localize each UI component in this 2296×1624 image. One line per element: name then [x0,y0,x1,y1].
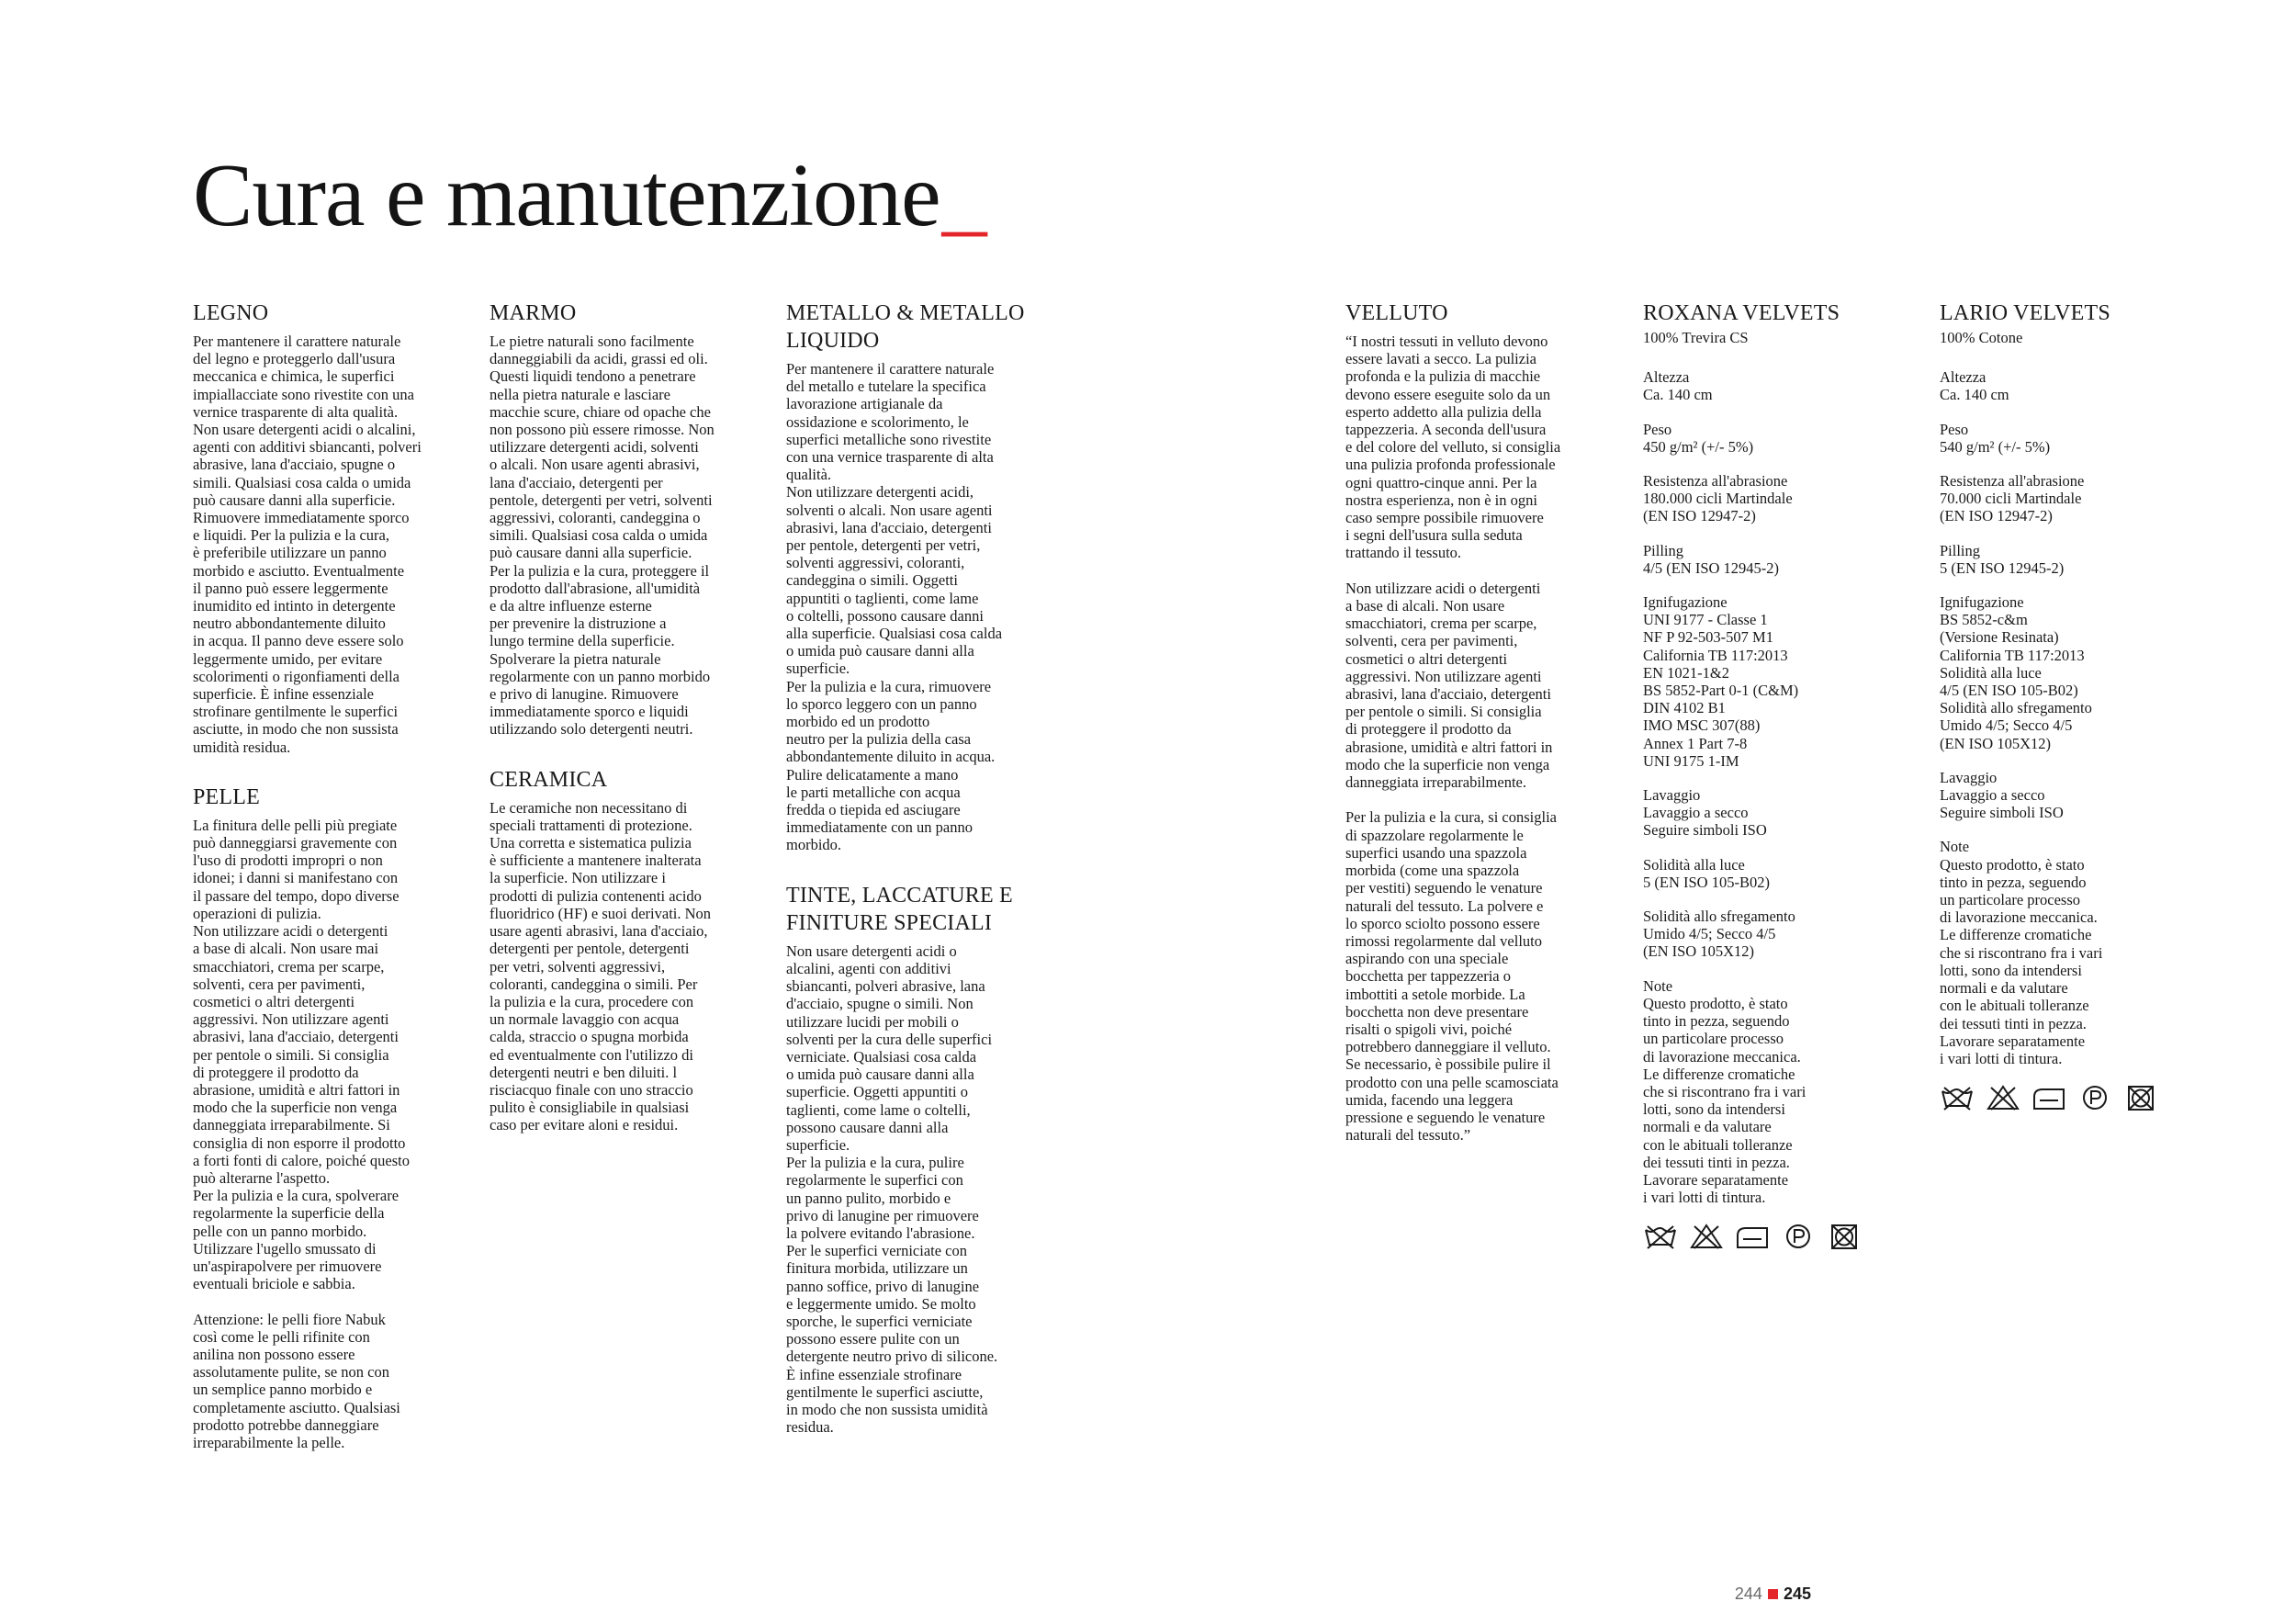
section-text: Le pietre naturali sono facilmente danneggiabili da acidi, grassi ed oli. Questi liquidi tendono a penetrare nella pietra naturale e lasciare macchie scure, chiare od opache che non possono più essere rimosse. Non utilizzare detergenti acidi, solventi o alcali. Non usare agenti abrasivi, lana d'acciaio, detergenti per pentole, detergenti per vetri, solventi aggressivi, coloranti, candeggina o simili. Qualsiasi cosa calda o umida può causare danni alla superficie. Per la pulizia e la cura, proteggere il prodotto dall'abrasione, all'umidità e da altre influenze esterne per prevenire la distruzione a lungo termine della superficie. Spolverare la pietra naturale regolarmente con un panno morbido e privo di lanugine. Rimuovere immediatamente sporco e liquidi utilizzando solo detergenti neutri. [490,333,715,739]
spec-item [1940,838,2206,1067]
section-text: Per mantenere il carattere naturale del legno e proteggerlo dall'usura meccanica e chimica, le superfici impiallacciate sono rivestite con una vernice trasparente di alta qualità. Non usare detergenti acidi o alcalini, agenti con additivi sbiancanti, polveri abrasive, lana d'acciaio, spugne o simili. Qualsiasi cosa calda o umida può causare danni alla superficie. Rimuovere immediatamente sporco e liquidi. Per la pulizia e la cura, è preferibile utilizzare un panno morbido e asciutto. Eventualmente il panno può essere leggermente inumidito ed intinto in detergente neutro abbondantemente diluito in acqua. Il panno deve essere solo leggermente umido, per evitare scolorimenti o rigonfiamenti della superficie. È infine essenziale strofinare gentilmente le superfici asciutte, in modo che non sussista umidità residua. [193,333,422,756]
section-legno [193,299,459,756]
spec-item-label: Peso [1940,420,1969,438]
spec-item-value: Lavaggio a secco Seguire simboli ISO [1940,786,2064,822]
spec-item-label: Pilling [1940,541,1981,559]
spec-item-label: Ignifugazione [1643,593,1728,612]
spec-item-value: Lavaggio a secco Seguire simboli ISO [1643,804,1767,840]
spec-item-value: Ca. 140 cm [1643,386,1713,404]
spec-item-value: 180.000 cicli Martindale (EN ISO 12947-2) [1643,490,1793,525]
section-text: Le ceramiche non necessitano di speciali trattamenti di protezione. Una corretta e sistematica pulizia è sufficiente a mantenere inalterata la superficie. Non utilizzare i prodotti di pulizia contenenti acido fluoridrico (HF) e suoi derivati. Non usare agenti abrasivi, lana d'acciaio, detergenti per pentole, detergenti per vetri, solventi aggressivi, coloranti, candeggina o simili. Per la pulizia e la cura, procedere con un normale lavaggio con acqua calda, straccio o spugna morbida ed eventualmente con l'utilizzo di detergenti neutri e ben diluiti. l risciacquo finale con uno straccio pulito è consigliabile in qualsiasi caso per evitare aloni e residui. [490,798,712,1134]
section-pelle [193,784,459,1451]
do-not-bleach-icon [1689,1223,1724,1250]
spec-item-value: 540 g/m² (+/- 5%) [1940,437,2051,456]
spec-item-value: Questo prodotto, è stato tinto in pezza, seguendo un particolare processo di lavorazione meccanica. Le differenze cromatiche che si riscontrano fra i vari lotti, sono da intendersi normali e da valutare con le abituali tolleranze dei tessuti tinti in pezza. Lavorare separatamente i vari lotti di tintura. [1940,855,2103,1067]
spec-header [1940,299,2206,327]
care-symbols [1643,1223,1909,1250]
spec-item [1643,421,1909,456]
spec-item [1643,786,1909,840]
do-not-wash-icon [1643,1223,1678,1250]
spec-item-value: 4/5 (EN ISO 12945-2) [1643,558,1780,577]
spec-item-label: Ignifugazione [1940,593,2024,612]
section-tinte [786,882,1052,1437]
section-text: Non usare detergenti acidi o alcalini, agenti con additivi sbiancanti, polveri abrasive, lana d'acciaio, spugne o simili. Non utilizzare lucidi per mobili o solventi per la cura delle superfici verniciate. Qualsiasi cosa calda o umida può causare danni alla superficie. Oggetti appuntiti o taglienti, come lame o coltelli, possono causare danni alla superficie. Per la pulizia e la cura, pulire regolarmente le superfici con un panno pulito, morbido e privo di lanugine per rimuovere la polvere evitando l'abrasione. Per le superfici verniciate con finitura morbida, utilizzare un panno soffice, privo di lanugine e leggermente umido. Se molto sporche, le superfici verniciate possono essere pulite con un detergente neutro privo di silicone. È infine essenziale strofinare gentilmente le superfici asciutte, in modo che non sussista umidità residua. [786,942,998,1437]
section-heading: MARMO [490,301,577,325]
spec-items [1643,368,1909,1206]
spec-lario-velvets [1940,299,2206,1111]
spec-item [1643,593,1909,770]
spec-item-label: Solidità alla luce [1643,855,1745,874]
do-not-wash-icon [1940,1084,1975,1111]
spec-item [1940,368,2206,403]
dry-clean-p-icon [2077,1084,2112,1111]
page-separator-square [1768,1589,1778,1599]
spec-item-label: Pilling [1643,541,1684,559]
page-title-text: Cura e manutenzione [193,146,940,245]
spec-item-label: Resistenza all'abrasione [1643,472,1788,491]
section-ceramica [490,766,756,1134]
section-text: La finitura delle pelli più pregiate può danneggiarsi gravemente con l'uso di prodotti impropri o non idonei; i danni si manifestano con il passare del tempo, dopo diverse operazioni di pulizia. Non utilizzare acidi o detergenti a base di alcali. Non usare mai smacchiatori, crema per scarpe, solventi, cera per pavimenti, cosmetici o altri detergenti aggressivi. Non utilizzare agenti abrasivi, lana d'acciaio, detergenti per pentole o simili. Si consiglia di proteggere il prodotto da abrasione, umidità e altri fattori in modo che la superficie non venga danneggiata irreparabilmente. Si consiglia di non esporre il prodotto a forti fonti di calore, poiché questo può alterarne l'aspetto. Per la pulizia e la cura, spolverare regolarmente la superficie della pelle con un panno morbido. Utilizzare l'ugello smussato di un'aspirapolvere per rimuovere eventuali briciole e sabbia. Attenzione: le pelli fiore Nabuk così come le pelli rifinite con anilina non possono essere assolutamente pulite, se non con un semplice panno morbido e completamente asciutto. Qualsiasi prodotto potrebbe danneggiare irreparabilmente la pelle. [193,816,410,1451]
spec-item [1940,593,2206,752]
spec-item-value: BS 5852-c&m (Versione Resinata) California TB 117:2013 Solidità alla luce 4/5 (EN ISO 105-B02) Solidità allo sfregamento Umido 4/5; Secco 4/5 (EN ISO 105X12) [1940,611,2092,752]
section-heading: LEGNO [193,301,269,325]
page-number-left: 244 [1734,1585,1762,1603]
spec-item [1643,472,1909,525]
section-heading: VELLUTO [1345,301,1448,325]
spec-item-label: Peso [1643,420,1672,438]
spec-item-value: 70.000 cicli Martindale (EN ISO 12947-2) [1940,490,2082,525]
spec-item-value: Ca. 140 cm [1940,386,2009,404]
spec-item-value: Umido 4/5; Secco 4/5 (EN ISO 105X12) [1643,925,1776,961]
do-not-tumble-dry-icon [2123,1084,2158,1111]
spec-heading: LARIO VELVETS [1940,301,2110,325]
spec-item-label: Altezza [1643,368,1690,387]
spec-item-label: Lavaggio [1940,768,1998,786]
spec-heading: ROXANA VELVETS [1643,301,1840,325]
spec-roxana-velvets [1643,299,1909,1250]
page-number-right: 245 [1783,1585,1811,1603]
dry-flat-icon [1735,1223,1770,1250]
section-text: Per mantenere il carattere naturale del metallo e tutelare la specifica lavorazione artigianale da ossidazione e scolorimento, le superfici metalliche sono rivestite con una vernice trasparente di alta qualità. Non utilizzare detergenti acidi, solventi o alcali. Non usare agenti abrasivi, lana d'acciaio, detergenti per pentole, detergenti per vetri, solventi aggressivi, coloranti, candeggina o simili. Oggetti appuntiti o taglienti, come lame o coltelli, possono causare danni alla superficie. Qualsiasi cosa calda o umida può causare danni alla superficie. Per la pulizia e la cura, rimuovere lo sporco leggero con un panno morbido ed un prodotto neutro per la pulizia della casa abbondantemente diluito in acqua. Pulire delicatamente a mano le parti metalliche con acqua fredda o tiepida ed asciugare immediatamente con un panno morbido. [786,360,1003,854]
spec-item-value: Questo prodotto, è stato tinto in pezza, seguendo un particolare processo di lavorazione meccanica. Le differenze cromatiche che si riscontrano fra i vari lotti, sono da intendersi normali e da valutare con le abituali tolleranze dei tessuti tinti in pezza. Lavorare separatamente i vari lotti di tintura. [1643,994,1806,1207]
section-heading: METALLO & METALLO LIQUIDO [786,301,1025,353]
page-numbers [1735,1585,1811,1604]
title-accent-underscore: _ [941,146,986,245]
spec-item-value: UNI 9177 - Classe 1 NF P 92-503-507 M1 California TB 117:2013 EN 1021-1&2 BS 5852-Part 0-1 (C&M) DIN 4102 B1 IMO MSC 307(88) Annex 1 Part 7-8 UNI 9175 1-IM [1643,611,1799,770]
spec-item-value: 5 (EN ISO 12945-2) [1940,558,2065,577]
spec-item [1940,472,2206,525]
do-not-tumble-dry-icon [1827,1223,1862,1250]
do-not-bleach-icon [1986,1084,2020,1111]
section-metallo [786,299,1052,854]
column-4 [1345,299,1612,1171]
spec-item-label: Resistenza all'abrasione [1940,472,2085,491]
spec-item [1643,542,1909,577]
dry-flat-icon [2032,1084,2066,1111]
spec-items [1940,368,2206,1067]
spec-item [1643,908,1909,961]
page-title [193,147,986,246]
spec-item-label: Altezza [1940,368,1986,387]
section-text: “I nostri tessuti in velluto devono essere lavati a secco. La pulizia profonda e la pulizia di macchie devono essere eseguite solo da un esperto addetto alla pulizia della tappezzeria. A seconda dell'usura e del colore del velluto, si consiglia una pulizia profonda professionale ogni quattro-cinque anni. Per la nostra esperienza, non è in ogni caso sempre possibile rimuovere i segni dell'usura sulla seduta trattando il tessuto. Non utilizzare acidi o detergenti a base di alcali. Non usare smacchiatori, crema per scarpe, solventi, cera per pavimenti, cosmetici o altri detergenti aggressivi. Non utilizzare agenti abrasivi, lana d'acciaio, detergenti per pentole o simili. Si consiglia di proteggere il prodotto da abrasione, umidità e altri fattori in modo che la superficie non venga danneggiata irreparabilmente. Per la pulizia e la cura, si consiglia di spazzolare regolarmente le superfici usando una spazzola morbida (come una spazzola per vestiti) seguendo le venature naturali del tessuto. La polvere e lo sporco sciolto possono essere rimossi regolarmente dal velluto aspirando con una speciale bocchetta per tappezzeria o imbottiti a setole morbide. La bocchetta non deve presentare risalti o spigoli vivi, poiché potrebbero danneggiare il velluto. Se necessario, è possibile pulire il prodotto con una pelle scamosciata umida, facendo una leggera pressione e seguendo le venature naturali del tessuto.” [1345,333,1561,1145]
spec-item [1643,368,1909,403]
spec-item-label: Solidità allo sfregamento [1643,908,1795,926]
spec-header [1643,299,1909,327]
section-marmo [490,299,756,739]
column-2 [490,299,756,1162]
dry-clean-p-icon [1781,1223,1816,1250]
column-3 [786,299,1052,1463]
care-symbols [1940,1084,2206,1111]
spec-item-label: Lavaggio [1643,786,1701,805]
section-heading: PELLE [193,784,260,809]
spec-composition: 100% Trevira CS [1643,329,1749,346]
spec-item [1940,542,2206,577]
spec-item-value: 450 g/m² (+/- 5%) [1643,437,1754,456]
spec-item-label: Note [1643,976,1673,995]
spec-composition: 100% Cotone [1940,329,2023,346]
spec-item [1940,421,2206,456]
section-heading: TINTE, LACCATURE E FINITURE SPECIALI [786,883,1013,935]
spec-item [1643,856,1909,891]
spec-item [1643,977,1909,1207]
section-velluto [1345,299,1612,1144]
spec-item-value: 5 (EN ISO 105-B02) [1643,873,1770,891]
section-heading: CERAMICA [490,767,608,792]
spec-item-label: Note [1940,838,1970,856]
column-1 [193,299,459,1479]
spec-item [1940,769,2206,822]
